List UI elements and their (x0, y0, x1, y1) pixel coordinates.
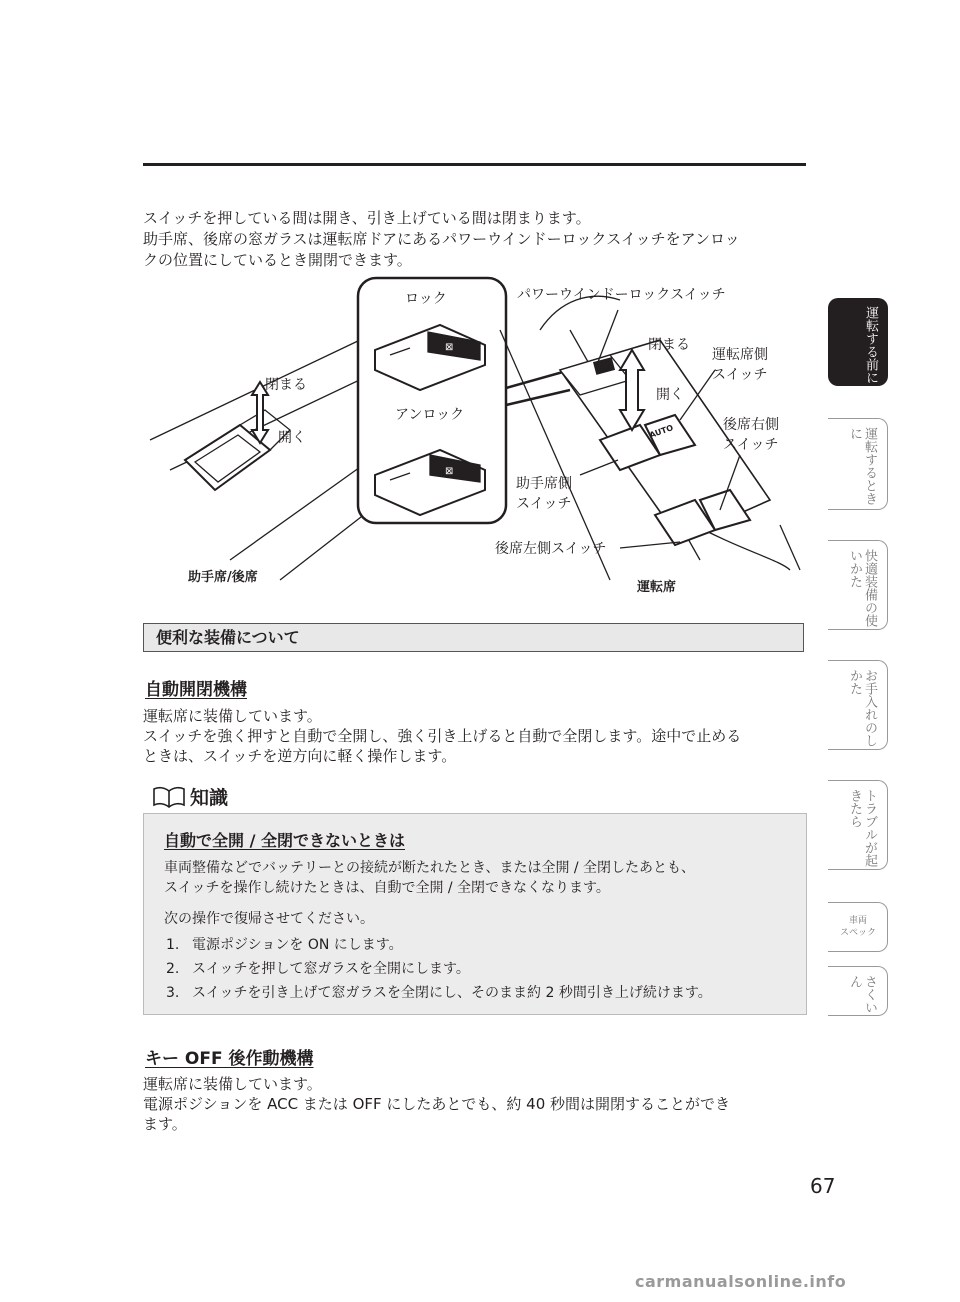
steps-list (164, 933, 712, 1005)
driver-switch-label: 運転席側 (712, 347, 768, 363)
switch-illustration (140, 270, 810, 600)
tab-label-line: スペック (839, 928, 876, 938)
rear-right-switch-label: 後席右側 (723, 417, 779, 433)
caption-driver: 運転席 (637, 580, 677, 595)
top-rule (143, 163, 806, 166)
body-line: 運転席に装備しています。 (143, 707, 322, 725)
tab-specifications[interactable] (828, 902, 888, 952)
tab-before-driving[interactable] (828, 298, 888, 386)
tab-label: 快適装備の使いかた (847, 549, 877, 627)
body-line: ます。 (143, 1115, 187, 1133)
knowledge-title-text: 知識 (190, 787, 229, 809)
box-line: 車両整備などでバッテリーとの接続が断たれたとき、または全開 / 全閉したあとも、 (164, 860, 696, 876)
svg-text:⊠: ⊠ (445, 466, 454, 477)
tab-label: 運転する前に (863, 306, 878, 384)
passenger-switch-label: 助手席側 (516, 476, 572, 492)
tab-label-line: 車両 (848, 916, 867, 926)
intro-line: クの位置にしているとき開閉できます。 (143, 251, 412, 269)
tab-troubleshooting[interactable] (828, 780, 888, 870)
body-line: ときは、スイッチを逆方向に軽く操作します。 (143, 747, 457, 765)
driver-switch-label: スイッチ (712, 367, 768, 383)
step-number: 1. (166, 937, 180, 953)
watermark: carmanualsonline.info (635, 1272, 847, 1291)
intro-text (143, 208, 808, 271)
knowledge-box-instruction: 次の操作で復帰させてください。 (164, 911, 374, 927)
open-label-right: 開く (656, 387, 684, 403)
caption-passenger-rear: 助手席/後席 (188, 570, 258, 585)
lock-label: ロック (405, 291, 447, 307)
knowledge-title (152, 783, 228, 810)
power-window-figure (140, 270, 810, 600)
list-item (164, 933, 712, 957)
section-title: 便利な装備について (143, 623, 804, 652)
tab-label (828, 915, 888, 939)
tab-label: さくいん (847, 975, 877, 1014)
page-number: 67 (810, 1174, 836, 1198)
tab-maintenance[interactable] (828, 660, 888, 750)
open-label-left: 開く (278, 430, 306, 446)
auto-open-close-heading: 自動開閉機構 (145, 680, 247, 700)
auto-open-close-text (143, 706, 808, 766)
tab-label: 運転するときに (847, 427, 877, 505)
step-number: 2. (166, 961, 180, 977)
power-window-lock-switch-label: パワーウインドーロックスイッチ (517, 287, 726, 303)
book-icon (152, 785, 186, 809)
unlock-label: アンロック (395, 407, 465, 423)
close-label-left: 閉まる (265, 377, 307, 393)
list-item (164, 981, 712, 1005)
rear-left-switch-label: 後席左側スイッチ (495, 541, 607, 557)
body-line: スイッチを強く押すと自動で全開し、強く引き上げると自動で全閉します。途中で止める (143, 727, 742, 745)
knowledge-box-text (164, 858, 794, 898)
auto-label: AUTO (648, 423, 675, 440)
svg-text:⊠: ⊠ (445, 342, 454, 353)
body-line: 電源ポジションを ACC または OFF にしたあとでも、約 40 秒間は開閉することができ (143, 1095, 731, 1113)
rear-right-switch-label: スイッチ (723, 437, 779, 453)
box-line: スイッチを操作し続けたときは、自動で全開 / 全閉できなくなります。 (164, 880, 610, 896)
close-label-right: 閉まる (648, 337, 690, 353)
intro-line: スイッチを押している間は開き、引き上げている間は閉まります。 (143, 209, 591, 227)
step-number: 3. (166, 985, 180, 1001)
step-text: スイッチを押して窓ガラスを全開にします。 (192, 961, 470, 977)
intro-line: 助手席、後席の窓ガラスは運転席ドアにあるパワーウインドーロックスイッチをアンロッ (143, 230, 740, 248)
step-text: スイッチを引き上げて窓ガラスを全閉にし、そのまま約 2 秒間引き上げ続けます。 (192, 985, 712, 1001)
tab-label: トラブルが起きたら (847, 789, 877, 867)
body-line: 運転席に装備しています。 (143, 1075, 322, 1093)
tab-while-driving[interactable] (828, 418, 888, 510)
knowledge-box (143, 813, 807, 1015)
knowledge-box-heading: 自動で全開 / 全閉できないときは (164, 831, 405, 850)
tab-label: お手入れのしかた (847, 669, 877, 747)
passenger-switch-label: スイッチ (516, 496, 572, 512)
key-off-heading: キー OFF 後作動機構 (145, 1049, 314, 1069)
tab-comfort-features[interactable] (828, 540, 888, 630)
list-item (164, 957, 712, 981)
tab-index[interactable] (828, 966, 888, 1016)
key-off-text (143, 1074, 808, 1134)
step-text: 電源ポジションを ON にします。 (192, 937, 403, 953)
